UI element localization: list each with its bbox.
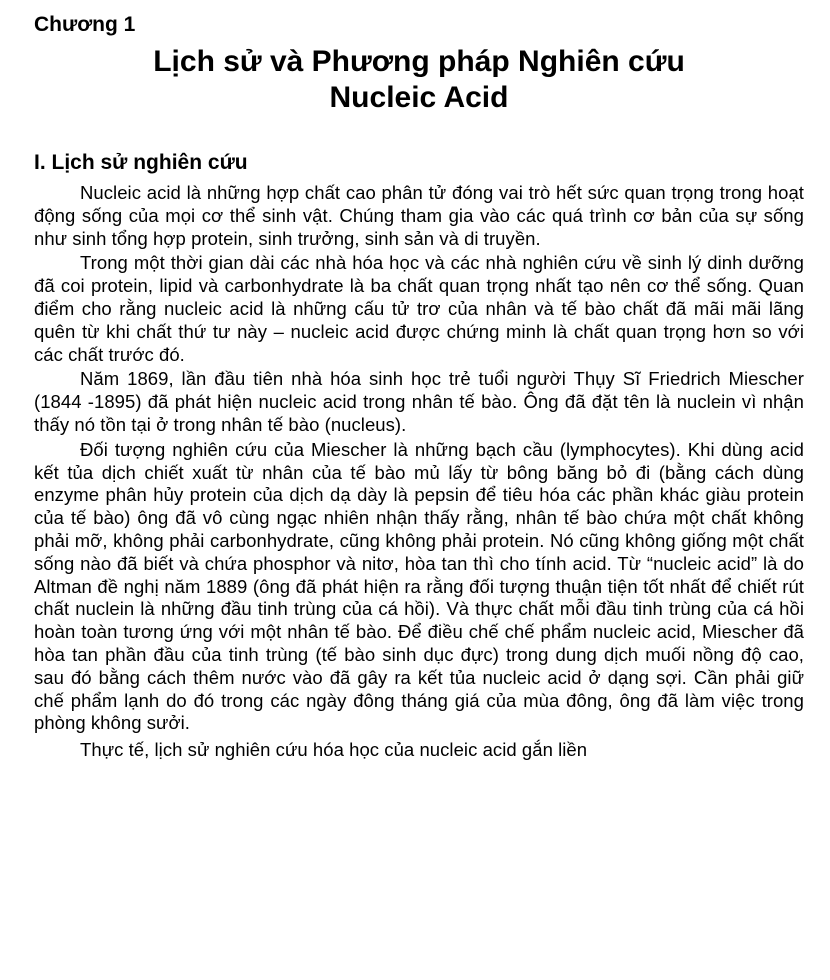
paragraph-1: Nucleic acid là những hợp chất cao phân tử đóng vai trò hết sức quan trọng trong hoạt động sống của mọi cơ thể sinh vật. Chúng tham gia vào các quá trình cơ bản của sự sống như sinh tổng hợp protein, sinh trưởng, sinh sản và di truyền. xyxy=(34,182,804,249)
chapter-label: Chương 1 xyxy=(34,13,136,36)
chapter-title xyxy=(34,44,804,116)
chapter-title-line-1: Lịch sử và Phương pháp Nghiên cứu xyxy=(153,45,685,78)
paragraph-3: Năm 1869, lần đầu tiên nhà hóa sinh học trẻ tuổi người Thụy Sĩ Friedrich Miescher (1844 -1895) đã phát hiện nucleic acid trong nhân tế bào. Ông đã đặt tên là nuclein vì nhận thấy nó tồn tại ở trong nhân tế bào (nucleus). xyxy=(34,368,804,435)
paragraph-4: Đối tượng nghiên cứu của Miescher là những bạch cầu (lymphocytes). Khi dùng acid kết tủa dịch chiết xuất từ nhân của tế bào mủ lấy từ bông băng bỏ đi (bằng cách dùng enzyme phân hủy protein của dịch dạ dày là pepsin để tiêu hóa các phần khác giàu protein của tế bào) ông đã vô cùng ngạc nhiên nhận thấy rằng, nhân tế bào chứa một chất không phải mỡ, không phải carbonhydrate, cũng không phải protein. Nó cũng không giống một chất sống nào đã biết và chứa phosphor và nitơ, hòa tan thì cho tính acid. Từ “nucleic acid” là do Altman đề nghị năm 1889 (ông đã phát hiện ra rằng đối tượng thuận tiện tốt nhất để chiết rút chất nuclein là những đầu tinh trùng của cá hồi). Và thực chất mỗi đầu tinh trùng của cá hồi hoàn toàn tương ứng với một nhân tế bào. Để điều chế chế phẩm nucleic acid, Miescher đã hòa tan phần đầu của tinh trùng (tế bào sinh dục đực) trong dung dịch muối nồng độ cao, sau đó bằng cách thêm nước vào đã gây ra kết tủa nucleic acid ở dạng sợi. Cần phải giữ chế phẩm lạnh do đó trong các ngày đông tháng giá của mùa đông, ông đã làm việc trong phòng không sưởi. xyxy=(34,438,804,734)
chapter-title-line-2: Nucleic Acid xyxy=(329,81,509,114)
section-heading: I. Lịch sử nghiên cứu xyxy=(34,151,248,174)
paragraph-5: Thực tế, lịch sử nghiên cứu hóa học của nucleic acid gắn liền xyxy=(80,739,588,761)
paragraph-2: Trong một thời gian dài các nhà hóa học và các nhà nghiên cứu về sinh lý dinh dưỡng đã coi protein, lipid và carbonhydrate là ba chất quan trọng nhất tạo nên cơ thể sống. Quan điểm cho rằng nucleic acid là những cấu tử trơ của nhân và tế bào chất đã mãi mãi lãng quên từ khi chất thứ tư này – nucleic acid được chứng minh là chất quan trọng hơn so với các chất trước đó. xyxy=(34,252,804,365)
